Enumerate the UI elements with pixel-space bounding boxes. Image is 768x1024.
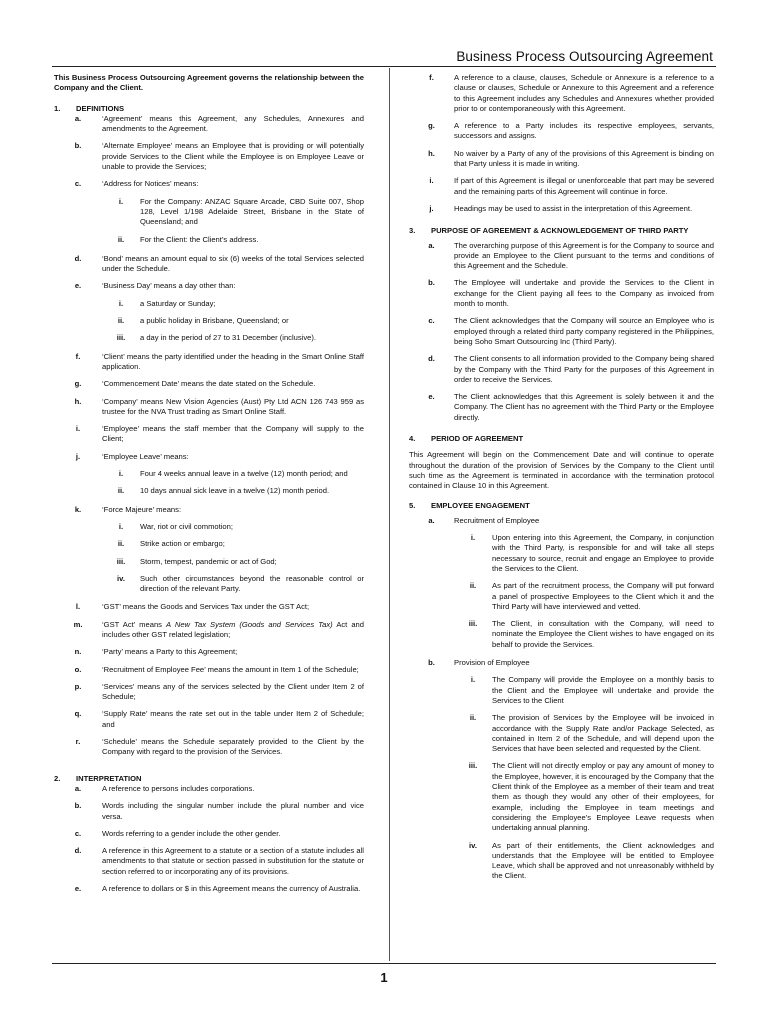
- clause-text: ‘Commencement Date’ means the date stated on the Schedule.: [102, 379, 316, 389]
- clause-marker: i.: [75, 424, 81, 434]
- subclause-1j-ii: [102, 486, 364, 496]
- subclause-1c-ii: [102, 235, 364, 245]
- clause-marker: o.: [74, 664, 82, 674]
- clause-1i: [54, 424, 364, 445]
- clause-1e: [54, 281, 364, 291]
- clause-text-post: Act and includes other GST related legislation;: [102, 619, 364, 639]
- clause-2f: [409, 73, 714, 114]
- clause-text: [102, 620, 364, 641]
- section-heading-engagement: [409, 501, 714, 511]
- subclause-marker: i.: [118, 196, 124, 206]
- subclause-text: As part of the recruitment process, the Company will put forward a panel of prospective Employees to the Client which it and the Third Party will have interviewed and vetted.: [492, 581, 714, 611]
- subsection-title: Recruitment of Employee: [454, 515, 540, 525]
- subclause-text: War, riot or civil commotion;: [140, 521, 233, 531]
- clause-1n: [54, 647, 364, 657]
- subclause-marker: ii.: [117, 486, 125, 496]
- subclause-1k-iii: [102, 557, 364, 567]
- clause-marker: f.: [75, 351, 81, 361]
- subclause-text: The provision of Services by the Employee will be invoiced in accordance with the Supply Rate and/or Package Selected, as contained in Item 2 of the Schedule, and will depend upon the Services that have been selected and requested by the Client.: [492, 713, 714, 754]
- clause-marker: c.: [428, 316, 435, 326]
- clause-text: The Employee will undertake and provide the Services to the Client in exchange for the Client paying all fees to the Company as invoiced from month to month.: [454, 278, 714, 309]
- subclause-marker: ii.: [469, 713, 477, 723]
- clause-2d: [54, 846, 364, 877]
- subclause-1c-i: [102, 197, 364, 228]
- clause-marker: q.: [74, 709, 82, 719]
- subclause-marker: i.: [118, 469, 124, 479]
- clause-marker: l.: [75, 602, 81, 612]
- clause-3b: [409, 278, 714, 309]
- clause-3c: [409, 316, 714, 347]
- clause-text: No waiver by a Party of any of the provisions of this Agreement is binding on that Party unless it is made in writing.: [454, 148, 714, 169]
- clause-marker: n.: [74, 647, 82, 657]
- subclause-text: a day in the period of 27 to 31 December (inclusive).: [140, 333, 317, 343]
- subclause-5a-iii: [454, 619, 714, 650]
- clause-2a: [54, 784, 364, 794]
- clause-1o: [54, 665, 364, 675]
- clause-marker: d.: [428, 354, 435, 364]
- clause-text: A reference to a Party includes its respective employees, servants, successors and assigns.: [454, 121, 714, 141]
- subclause-marker: ii.: [117, 539, 125, 549]
- clause-text: A reference to dollars or $ in this Agreement means the currency of Australia.: [102, 884, 361, 894]
- clause-marker: j.: [75, 451, 81, 461]
- clause-1l: [54, 602, 364, 612]
- subclause-5b-i: [454, 675, 714, 706]
- clause-2e: [54, 884, 364, 894]
- subclause-text: a Saturday or Sunday;: [140, 298, 216, 308]
- clause-1r: [54, 737, 364, 758]
- subclause-1e-i: [102, 299, 364, 309]
- subclause-text: For the Company: ANZAC Square Arcade, CBD Suite 007, Shop 128, Level 1/198 Adelaide Street, Brisbane in the State of Queensland; and: [140, 196, 364, 227]
- subclause-1e-ii: [102, 316, 364, 326]
- clause-text: Words referring to a gender include the other gender.: [102, 828, 281, 838]
- clause-text: The Client consents to all information provided to the Company being shared by the Company with the Third Party for the purposes of this Agreement in order to receive the Services.: [454, 354, 714, 384]
- clause-marker: a.: [428, 515, 435, 525]
- clause-marker: a.: [428, 240, 435, 250]
- intro-paragraph: This Business Process Outsourcing Agreement governs the relationship between the Company and the Client.: [54, 73, 364, 93]
- subclause-text: Upon entering into this Agreement, the Company, in conjunction with the Third Party, is responsible for and will take all steps necessary to source, recruit and engage an Employee to provide the Services to the Client.: [492, 533, 714, 573]
- statute-title: A New Tax System (Goods and Services Tax): [166, 619, 333, 629]
- clause-text: ‘Supply Rate’ means the rate set out in the table under Item 2 of Schedule; and: [102, 709, 364, 729]
- subclause-text: Strike action or embargo;: [140, 539, 225, 549]
- clause-marker: m.: [73, 619, 83, 629]
- clause-text: ‘Recruitment of Employee Fee’ means the amount in Item 1 of the Schedule;: [102, 664, 359, 674]
- clause-marker: p.: [74, 681, 82, 691]
- subsection-title: Provision of Employee: [454, 658, 530, 668]
- clause-text: ‘Address for Notices’ means:: [102, 179, 199, 189]
- clause-text: ‘Employee’ means the staff member that the Company will supply to the Client;: [102, 424, 364, 444]
- subclause-text: As part of their entitlements, the Client acknowledges and understands that the Employee will be entitled to Employee Leave, which shall be approved and not unreasonably withheld by the Client.: [492, 840, 714, 881]
- subclause-text: Such other circumstances beyond the reasonable control or direction of the relevant Party.: [140, 573, 364, 594]
- clause-2g: [409, 121, 714, 142]
- subclause-marker: ii.: [117, 316, 125, 326]
- clause-2j: [409, 204, 714, 214]
- subclause-1e-iii: [102, 333, 364, 343]
- clause-marker: h.: [74, 396, 82, 406]
- subclause-1k-i: [102, 522, 364, 532]
- clause-text: A reference to persons includes corporations.: [102, 783, 255, 793]
- subclause-marker: iii.: [468, 761, 478, 771]
- subclause-marker: iii.: [116, 333, 126, 343]
- section-title: INTERPRETATION: [76, 773, 142, 783]
- section-number: 4.: [409, 434, 416, 444]
- section-title: PERIOD OF AGREEMENT: [431, 434, 524, 444]
- section-heading-purpose: [409, 226, 714, 236]
- clause-marker: a.: [74, 113, 82, 123]
- clause-text: A reference to a clause, clauses, Schedule or Annexure is a reference to a clause or clauses, Schedule or Annexure to this Agreement and a reference to this Agreement includes any Schedules and Annexures whether provided prior to or contemporaneously with this Agreement.: [454, 73, 714, 113]
- subclause-marker: i.: [470, 533, 476, 543]
- clause-marker: c.: [74, 828, 82, 838]
- subclause-5a-i: [454, 533, 714, 574]
- clause-text: If part of this Agreement is illegal or unenforceable that part may be severed and the remaining parts of this Agreement will continue in force.: [454, 176, 714, 196]
- subclause-text: For the Client: the Client’s address.: [140, 234, 259, 244]
- clause-text: ‘GST’ means the Goods and Services Tax under the GST Act;: [102, 602, 310, 612]
- clause-marker: g.: [428, 121, 435, 131]
- clause-marker: r.: [75, 737, 81, 747]
- subclause-5b-ii: [454, 713, 714, 754]
- clause-1d: [54, 254, 364, 275]
- subclause-marker: ii.: [117, 234, 125, 244]
- clause-1j: [54, 452, 364, 462]
- clause-marker: b.: [428, 278, 435, 288]
- clause-marker: a.: [74, 783, 82, 793]
- subsection-provision: [409, 658, 714, 668]
- clause-text: ‘Force Majeure’ means:: [102, 504, 182, 514]
- clause-marker: b.: [74, 141, 82, 151]
- clause-1a: [54, 114, 364, 135]
- subclause-text: a public holiday in Brisbane, Queensland; or: [140, 316, 289, 326]
- clause-marker: e.: [74, 281, 82, 291]
- clause-3a: [409, 241, 714, 272]
- clause-marker: e.: [74, 884, 82, 894]
- document-title: Business Process Outsourcing Agreement: [456, 49, 713, 64]
- clause-text: ‘Schedule’ means the Schedule separately provided to the Client by the Company with regard to the provision of the Services.: [102, 737, 364, 757]
- subclause-marker: i.: [470, 675, 476, 685]
- section-title: DEFINITIONS: [76, 103, 125, 113]
- clause-text: ‘Services’ means any of the services selected by the Client under Item 2 of Schedule;: [102, 681, 364, 702]
- section-heading-definitions: [54, 104, 364, 114]
- section-number: 5.: [409, 500, 416, 510]
- clause-2i: [409, 176, 714, 197]
- clause-2b: [54, 801, 364, 822]
- clause-1b: [54, 141, 364, 172]
- clause-text: The Client acknowledges that the Company will source an Employee who is employed through a related third party company registered in the Philippines, being Soho Smart Outsourcing Inc (Third Party).: [454, 316, 714, 346]
- clause-1p: [54, 682, 364, 703]
- section-4-paragraph: This Agreement will begin on the Commencement Date and will continue to operate throughout the duration of the provision of Services by the Company to the Client until such time as the Agreement is terminated in accordance with the termination protocol contained in Clause 10 in this Agreement.: [409, 450, 714, 491]
- section-number: 2.: [54, 773, 61, 783]
- clause-3e: [409, 392, 714, 423]
- subclause-1j-i: [102, 469, 364, 479]
- subclause-marker: ii.: [469, 581, 477, 591]
- clause-marker: f.: [429, 73, 434, 82]
- clause-text: The Client acknowledges that this Agreement is solely between it and the Company. The Client has no agreement with the Third Party or the Employee directly.: [454, 392, 714, 422]
- section-number: 1.: [54, 103, 61, 113]
- subsection-recruitment: [409, 516, 714, 526]
- section-number: 3.: [409, 226, 416, 236]
- clause-text: Headings may be used to assist in the interpretation of this Agreement.: [454, 203, 693, 213]
- clause-marker: k.: [74, 504, 82, 514]
- clause-1q: [54, 709, 364, 730]
- clause-text: ‘Business Day’ means a day other than:: [102, 281, 236, 291]
- subclause-text: Four 4 weeks annual leave in a twelve (12) month period; and: [140, 469, 348, 479]
- clause-text: ‘Agreement’ means this Agreement, any Schedules, Annexures and amendments to the Agreement.: [102, 113, 364, 134]
- clause-text: The overarching purpose of this Agreement is for the Company to source and provide an Employee to the Client pursuant to the terms and conditions of this Agreement and the Schedule.: [454, 240, 714, 271]
- clause-1g: [54, 379, 364, 389]
- clause-marker: d.: [74, 253, 82, 263]
- clause-2c: [54, 829, 364, 839]
- subclause-1k-ii: [102, 539, 364, 549]
- subclause-marker: iii.: [116, 556, 126, 566]
- clause-text: ‘Client’ means the party identified under the heading in the Smart Online Staff application.: [102, 351, 364, 371]
- subclause-1k-iv: [102, 574, 364, 595]
- clause-marker: b.: [428, 658, 435, 668]
- clause-text: ‘Alternate Employee’ means an Employee that is providing or will potentially provide Services to the Client while the Employee is on Employee Leave or unable to provide the Services;: [102, 141, 364, 172]
- clause-1k: [54, 505, 364, 515]
- clause-1f: [54, 352, 364, 373]
- clause-text: ‘Employee Leave’ means:: [102, 451, 189, 461]
- clause-marker: g.: [74, 379, 82, 389]
- subclause-marker: i.: [118, 521, 124, 531]
- subclause-marker: iv.: [117, 573, 125, 583]
- footer-rule: [52, 963, 716, 964]
- page-number: 1: [380, 970, 388, 985]
- section-title: PURPOSE OF AGREEMENT & ACKNOWLEDGEMENT OF THIRD PARTY: [431, 226, 689, 236]
- clause-text: ‘Company’ means New Vision Agencies (Aust) Pty Ltd ACN 126 743 959 as trustee for the NVA Trust trading as Smart Online Staff.: [102, 396, 364, 416]
- clause-text-pre: ‘GST Act’ means: [102, 619, 167, 629]
- clause-marker: i.: [429, 176, 434, 186]
- clause-marker: e.: [428, 392, 435, 402]
- subclause-marker: iii.: [468, 619, 478, 629]
- clause-2h: [409, 149, 714, 170]
- clause-marker: h.: [428, 148, 435, 158]
- clause-text: ‘Party’ means a Party to this Agreement;: [102, 647, 238, 657]
- clause-text: Words including the singular number include the plural number and vice versa.: [102, 801, 364, 821]
- clause-1c: [54, 179, 364, 189]
- subclause-text: The Client, in consultation with the Company, will need to nominate the Employee the Client wishes to have engaged on its behalf to provide the Services.: [492, 619, 714, 649]
- subclause-5a-ii: [454, 581, 714, 612]
- clause-marker: j.: [429, 203, 434, 213]
- subclause-marker: i.: [118, 298, 124, 308]
- clause-3d: [409, 354, 714, 385]
- subclause-text: The Company will provide the Employee on a monthly basis to the Client and the Employee will undertake and provide the Services to the Client: [492, 675, 714, 705]
- subclause-5b-iii: [454, 761, 714, 833]
- right-column: [409, 73, 714, 882]
- clause-marker: c.: [74, 179, 82, 189]
- subclause-text: The Client will not directly employ or pay any amount of money to the Employee, however, it is encouraged by the Company that the Client think of the Employee as a member of their team and treat them as though they would any other of their employees, for example, including the Employee in team meetings and considering the Employee’s Employee Leave requests when undertaking annual planning.: [492, 761, 714, 833]
- subclause-text: 10 days annual sick leave in a twelve (12) month period.: [140, 486, 330, 496]
- subclause-marker: iv.: [469, 840, 477, 850]
- section-title: EMPLOYEE ENGAGEMENT: [431, 500, 530, 510]
- clause-text: ‘Bond’ means an amount equal to six (6) weeks of the total Services selected under the Schedule.: [102, 253, 364, 274]
- clause-1h: [54, 397, 364, 418]
- clause-text: A reference in this Agreement to a statute or a section of a statute includes all amendments to that statute or section passed in substitution for the statute or section referred to or incorporating any of its provisions.: [102, 846, 364, 876]
- clause-marker: b.: [74, 801, 82, 811]
- left-column: [54, 73, 364, 894]
- subclause-5b-iv: [454, 841, 714, 882]
- clause-1m: [54, 620, 364, 641]
- section-heading-interpretation: [54, 774, 364, 784]
- section-heading-period: [409, 434, 714, 444]
- clause-marker: d.: [74, 846, 82, 856]
- subclause-text: Storm, tempest, pandemic or act of God;: [140, 556, 277, 566]
- column-divider: [389, 68, 390, 961]
- header-rule: [52, 66, 716, 67]
